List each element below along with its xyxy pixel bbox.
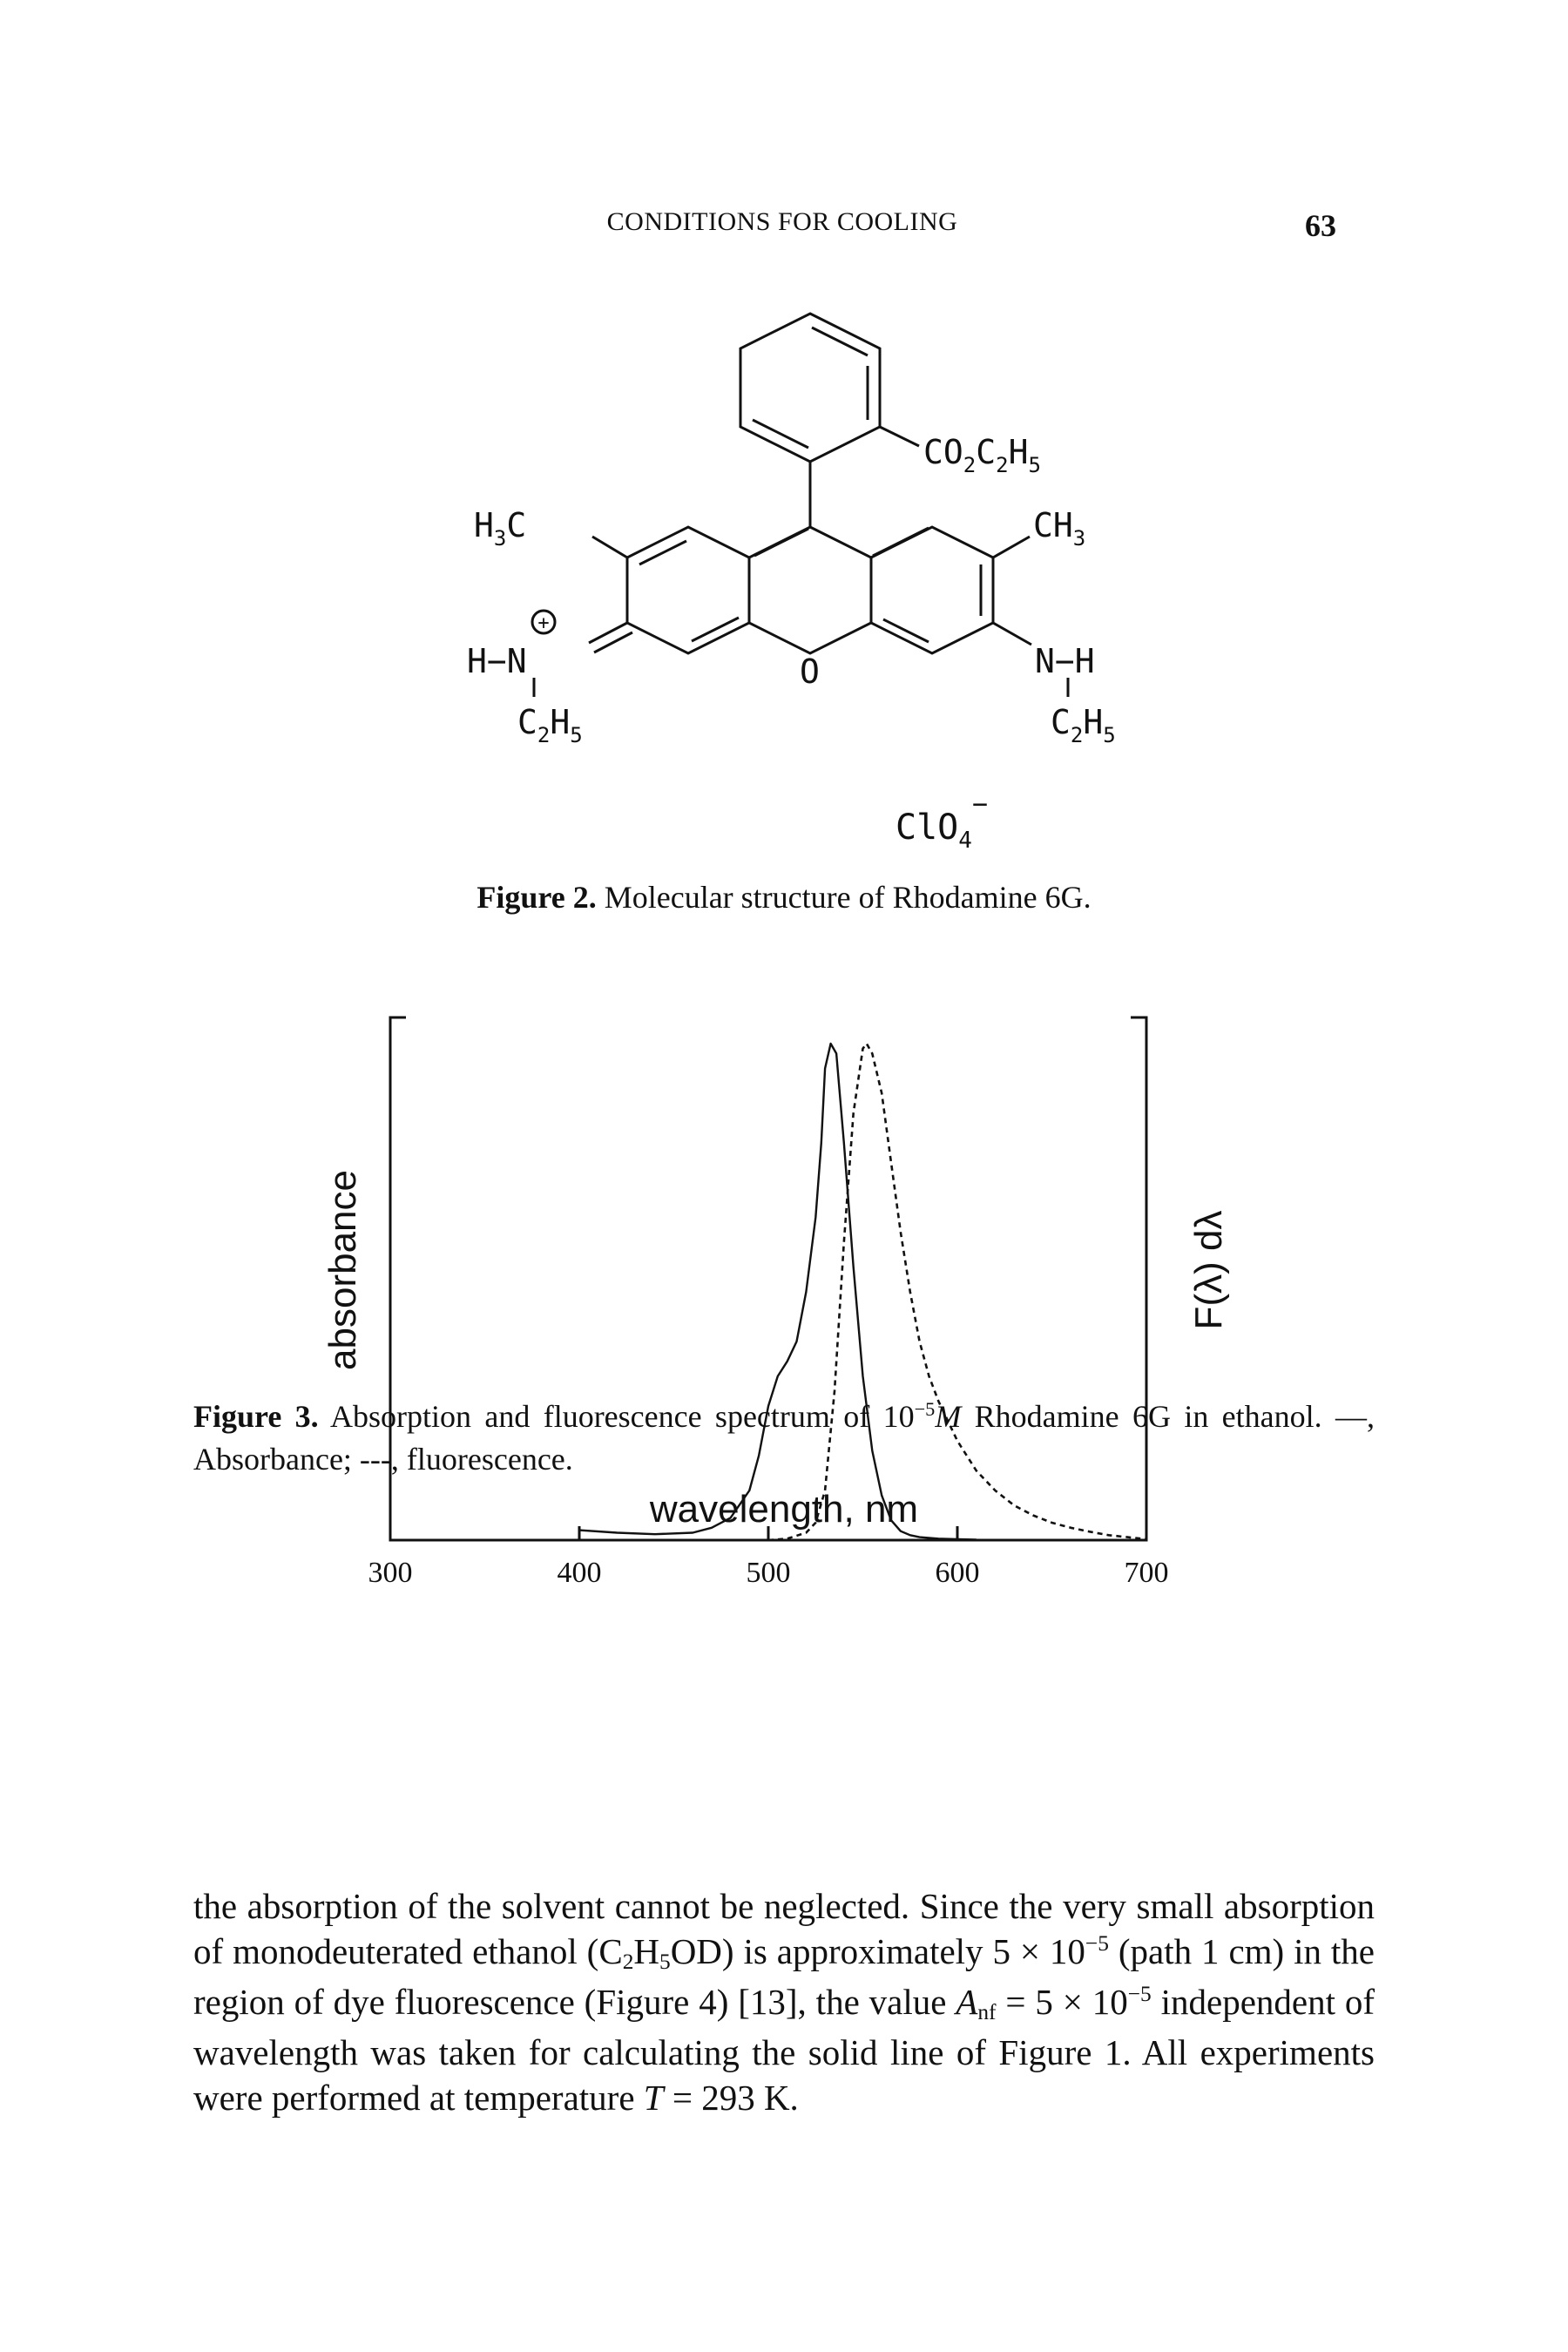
x-tick-label: 500 xyxy=(746,1557,791,1589)
figure3-caption: Figure 3. Absorption and fluorescence spectrum of $10^{-5}M$ Rhodamine 6G in ethanol. —, Absorbance; ---, fluorescence. xyxy=(193,1397,1375,1477)
y-axis-label-right: F(λ) dλ xyxy=(1187,1210,1230,1330)
page-number: 63 xyxy=(1305,208,1336,243)
body-paragraph: the absorption of the solvent cannot be neglected. Since the very small absorption of monodeuterated ethanol $(C_2H_5OD)$ is approximately $5 \times 10^{-5}$ (path 1 cm) in the region of dye fluorescence (Figure 4) [13], the value $A_{nf} = 5 \times 10^{-5}$ independent of wavelength was taken for calculating the solid line of Figure 1. All experiments were performed at temperature T = 293 K. xyxy=(193,1886,1375,2118)
methyl-left-label: $H_3C$ xyxy=(474,506,527,551)
pyran-ring xyxy=(749,527,871,653)
x-tick-label: 300 xyxy=(368,1557,413,1589)
figure2-caption xyxy=(0,878,1568,916)
methyl-right-label: $CH_3$ xyxy=(1033,506,1086,551)
running-title: CONDITIONS FOR COOLING xyxy=(606,207,958,236)
x-tick-label: 700 xyxy=(1124,1557,1169,1589)
ethyl-left-label: $C_2H_5$ xyxy=(517,703,583,747)
left-ring xyxy=(627,527,749,653)
x-axis-label: wavelength, nm xyxy=(649,1488,919,1531)
x-tick-label: 600 xyxy=(935,1557,980,1589)
benzene-ring xyxy=(740,314,880,462)
nh-right-label: N−H xyxy=(1035,642,1095,680)
nh-left-label: H−N xyxy=(467,642,527,680)
ethyl-right-label: $C_2H_5$ xyxy=(1051,703,1116,747)
right-ring xyxy=(871,527,993,653)
figure2-caption-label: Figure 2. xyxy=(476,880,597,915)
x-tick-label: 400 xyxy=(557,1557,602,1589)
rhodamine-structure-diagram xyxy=(436,296,1132,871)
y-axis-label-left: absorbance xyxy=(321,1170,364,1370)
oxygen-label: O xyxy=(800,652,820,691)
positive-charge-icon: + xyxy=(537,612,550,634)
figure3-caption-label: Figure 3. xyxy=(193,1399,319,1434)
figure2-caption-text: Molecular structure of Rhodamine 6G. xyxy=(596,880,1092,915)
ester-label: $CO_2C_2H_5$ xyxy=(923,433,1041,477)
counterion-label: ClO$_4$− xyxy=(896,789,988,854)
